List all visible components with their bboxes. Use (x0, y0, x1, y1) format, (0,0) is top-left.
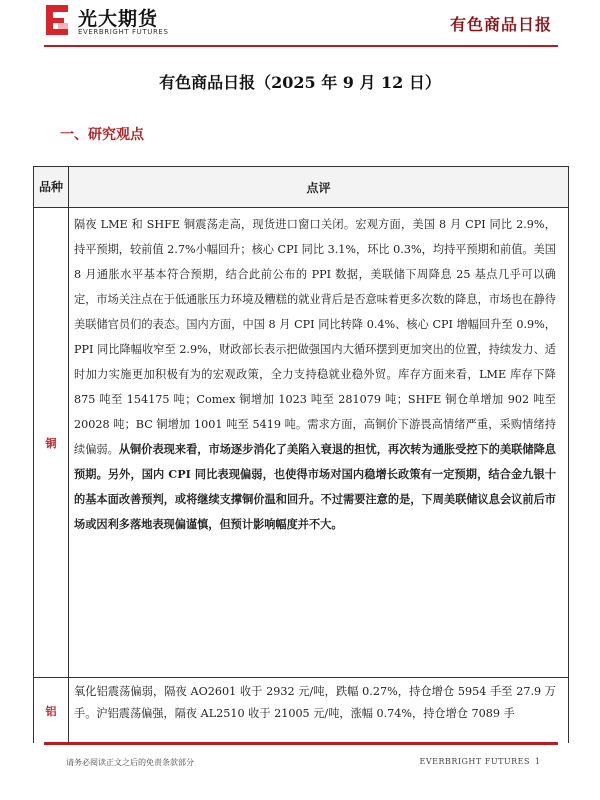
logo-cn-text: 光大期货 (78, 8, 159, 30)
header-divider (44, 45, 558, 47)
comment-text: 氧化铝震荡偏弱，隔夜 AO2601 收于 2932 元/吨，跌幅 0.27%，持仓增仓 5954 手至 27.9 万手。沪铝震荡偏强，隔夜 AL2510 收于 21005 元/吨，涨幅 0.74%，持仓增仓 7089 手 (74, 685, 556, 720)
logo-en-text: EVERBRIGHT FUTURES (78, 28, 169, 36)
section-heading: 一、研究观点 (60, 127, 144, 143)
company-logo (44, 3, 194, 43)
table-row-copper (34, 208, 568, 678)
comment-cell (69, 208, 568, 677)
header-title: 有色商品日报 (449, 15, 552, 34)
table-row-aluminum (34, 678, 568, 743)
column-header-comment: 点评 (306, 180, 331, 195)
footer-disclaimer: 请务必阅读正文之后的免责条款部分 (66, 758, 194, 767)
table-header-row (34, 167, 568, 208)
comment-cell (69, 678, 568, 743)
variety-cell: 铜 (34, 208, 69, 677)
page-number: 1 (534, 757, 540, 766)
footer-company: EVERBRIGHT FUTURES (419, 757, 530, 766)
comment-text: 隔夜 LME 和 SHFE 铜震荡走高，现货进口窗口关闭。宏观方面，美国 8 月 CPI 同比 2.9%，持平预期，较前值 2.7%小幅回升；核心 CPI 同比 3.1%，环比 0.3%，均持平预期和前值。美国 8 月通胀水平基本符合预期，结合此前公布的 PPI 数据，美联储下周降息 25 基点几乎可以确定，市场关注点在于低通胀压力环境及糟糕的就业背后是否意味着更多次数的降息，市场也在静待美联储官员们的表态。国内方面，中国 8 月 CPI 同比转降 0.4%、核心 CPI 增幅回升至 0.9%，PPI 同比降幅收窄至 2.9%，财政部长表示把做强国内大循环摆到更加突出的位置，持续发力、适时加力实施更加积极有为的宏观政策，全力支持稳就业稳外贸。库存方面来看，LME 库存下降 875 吨至 154175 吨；Comex 铜增加 1023 吨至 281079 吨；SHFE 铜仓单增加 902 吨至 20028 吨；BC 铜增加 1001 吨至 5419 吨。需求方面，高铜价下游畏高情绪严重，采购情绪持续偏弱。 (74, 218, 556, 456)
footer-divider (44, 742, 558, 745)
research-table (33, 166, 569, 743)
comment-summary-text: 从铜价表现来看，市场逐步消化了美陷入衰退的担忧，再次转为通胀受控下的美联储降息预期。另外，国内 CPI 同比表现偏弱，也使得市场对国内稳增长政策有一定预期，结合金九银十的基本面改善预判，或将继续支撑铜价温和回升。不过需要注意的是，下周美联储议息会议前后市场或因利多落地表现偏谨慎，但预计影响幅度并不大。 (74, 442, 556, 531)
column-header-variety: 品种 (34, 167, 69, 207)
page-header (0, 0, 600, 48)
variety-cell: 铝 (34, 678, 69, 743)
logo-mark-icon (44, 3, 70, 37)
document-title: 有色商品日报（2025 年 9 月 12 日） (159, 73, 441, 92)
